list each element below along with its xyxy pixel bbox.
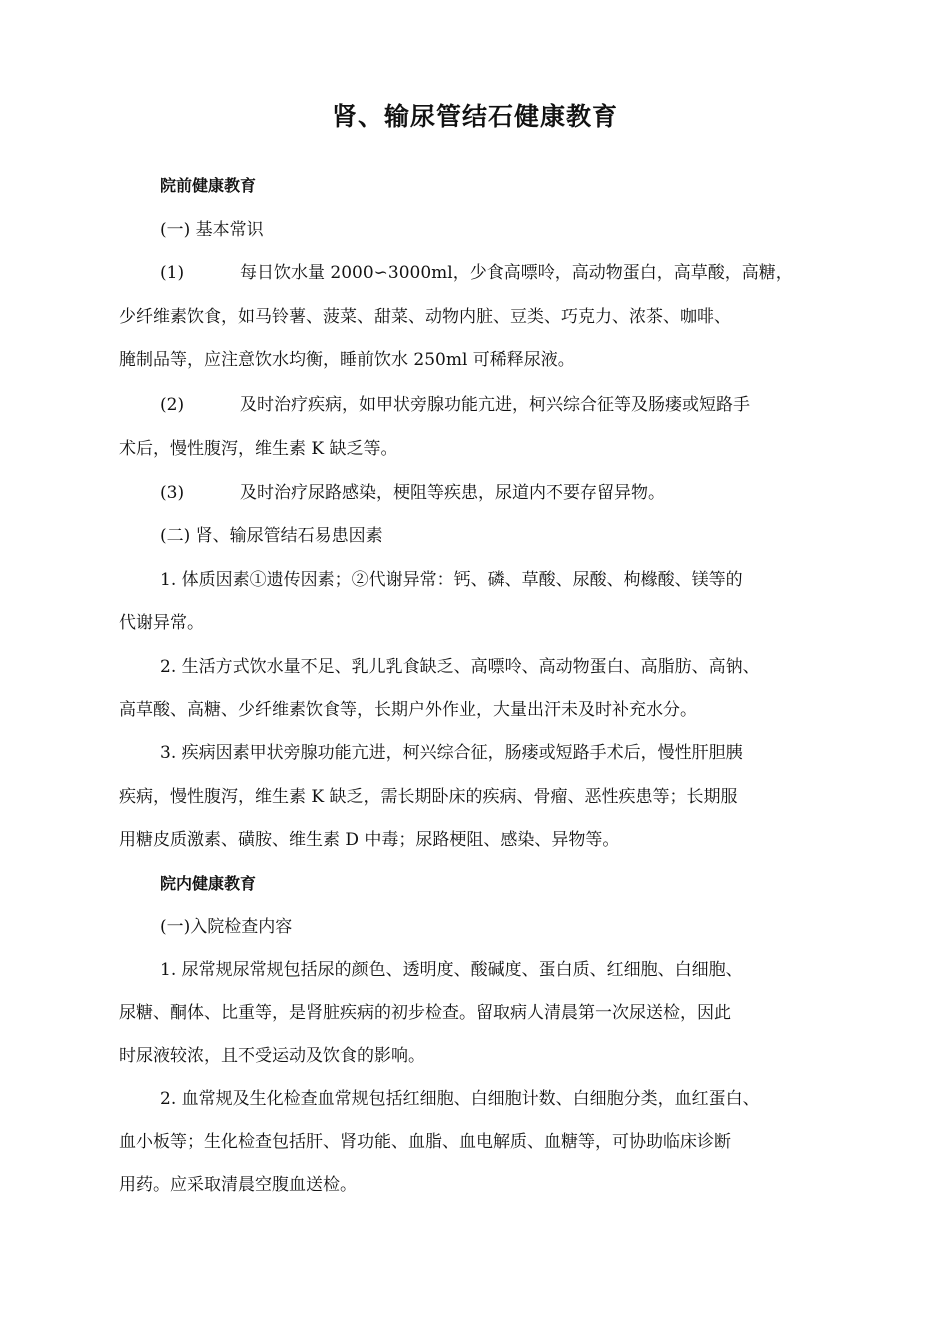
pre-hospital-heading: 院前健康教育 bbox=[160, 176, 257, 195]
factor3-line-2: 疾病，慢性腹泻，维生素 K 缺乏，需长期卧床的疾病、骨瘤、恶性疾患等；长期服 bbox=[119, 787, 738, 807]
factor3-line-3: 用糖皮质激素、磺胺、维生素 D 中毒；尿路梗阻、感染、异物等。 bbox=[119, 830, 620, 850]
item1-line-3: 腌制品等，应注意饮水均衡，睡前饮水 250ml 可稀释尿液。 bbox=[119, 350, 575, 370]
risk-factors-title: (二) 肾、输尿管结石易患因素 bbox=[160, 526, 383, 546]
document-title: 肾、输尿管结石健康教育 bbox=[331, 102, 618, 131]
item3-text: 及时治疗尿路感染，梗阻等疾患，尿道内不要存留异物。 bbox=[240, 483, 665, 503]
item3-first-line bbox=[160, 481, 665, 505]
admission-exam-title: (一)入院检查内容 bbox=[160, 917, 293, 937]
item1-text: 每日饮水量 2000∽3000ml，少食高嘌呤，高动物蛋白，高草酸，高糖， bbox=[240, 263, 793, 283]
exam1-line-2: 尿糖、酮体、比重等，是肾脏疾病的初步检查。留取病人清晨第一次尿送检，因此 bbox=[119, 1003, 731, 1023]
basic-knowledge-title: (一) 基本常识 bbox=[160, 220, 264, 240]
exam2-line-1: 2. 血常规及生化检查血常规包括红细胞、白细胞计数、白细胞分类，血红蛋白、 bbox=[160, 1089, 760, 1109]
factor1-line-2: 代谢异常。 bbox=[119, 613, 204, 633]
factor3-line-1: 3. 疾病因素甲状旁腺功能亢进，柯兴综合征，肠瘘或短路手术后，慢性肝胆胰 bbox=[160, 743, 743, 763]
item2-number: (2) bbox=[160, 395, 185, 415]
in-hospital-heading: 院内健康教育 bbox=[160, 874, 257, 893]
exam1-line-1: 1. 尿常规尿常规包括尿的颜色、透明度、酸碱度、蛋白质、红细胞、白细胞、 bbox=[160, 960, 743, 980]
factor2-line-2: 高草酸、高糖、少纤维素饮食等，长期户外作业，大量出汗未及时补充水分。 bbox=[119, 700, 697, 720]
exam2-line-2: 血小板等；生化检查包括肝、肾功能、血脂、血电解质、血糖等，可协助临床诊断 bbox=[119, 1132, 731, 1152]
factor2-line-1: 2. 生活方式饮水量不足、乳儿乳食缺乏、高嘌呤、高动物蛋白、高脂肪、高钠、 bbox=[160, 657, 760, 677]
item1-first-line bbox=[160, 261, 793, 285]
exam1-line-3: 时尿液较浓，且不受运动及饮食的影响。 bbox=[119, 1046, 425, 1066]
item1-line-2: 少纤维素饮食，如马铃薯、菠菜、甜菜、动物内脏、豆类、巧克力、浓茶、咖啡、 bbox=[119, 307, 731, 327]
item1-number: (1) bbox=[160, 263, 185, 283]
factor1-line-1: 1. 体质因素①遗传因素；②代谢异常：钙、磷、草酸、尿酸、枸橼酸、镁等的 bbox=[160, 570, 743, 590]
item3-number: (3) bbox=[160, 483, 185, 503]
exam2-line-3: 用药。应采取清晨空腹血送检。 bbox=[119, 1175, 357, 1195]
item2-text: 及时治疗疾病，如甲状旁腺功能亢进，柯兴综合征等及肠瘘或短路手 bbox=[240, 395, 750, 415]
item2-first-line bbox=[160, 393, 750, 417]
item2-line-2: 术后，慢性腹泻，维生素 K 缺乏等。 bbox=[119, 439, 398, 459]
